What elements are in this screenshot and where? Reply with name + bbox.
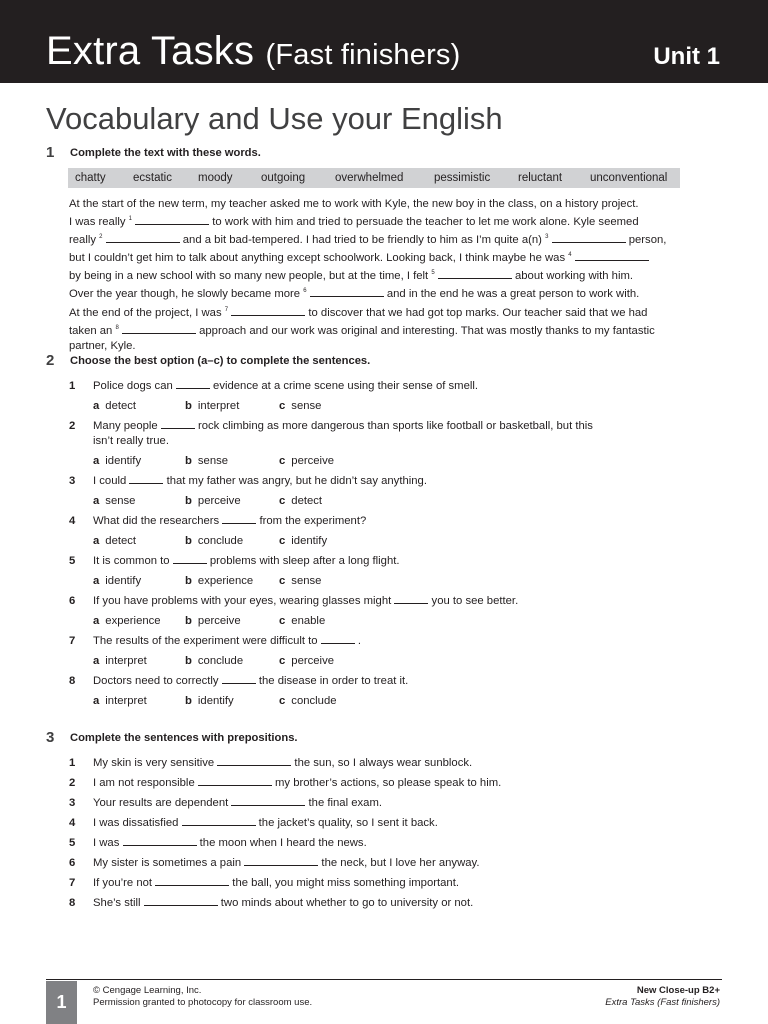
copyright-text: © Cengage Learning, Inc. (93, 985, 202, 996)
question-number: 8 (69, 675, 76, 687)
option-c[interactable] (279, 654, 334, 668)
text-segment: I was dissatisfied (93, 817, 182, 829)
option-a[interactable] (93, 534, 136, 548)
text-line (69, 197, 719, 212)
option-letter: c (279, 695, 286, 707)
gap-number: 3 (545, 234, 549, 241)
text-segment: to discover that we had got top marks. Our teacher said that we had (305, 306, 648, 319)
word-item: moody (198, 172, 233, 184)
option-text: perceive (197, 615, 241, 627)
exercise-3-instruction: Complete the sentences with prepositions. (70, 732, 298, 744)
option-text: identify (197, 695, 234, 707)
option-letter: c (279, 615, 286, 627)
option-text: detect (105, 535, 137, 547)
text-segment: I was really (69, 216, 129, 229)
question-text (93, 856, 479, 871)
question-text (93, 474, 427, 489)
question-text (93, 514, 366, 529)
option-a[interactable] (93, 399, 136, 413)
option-a[interactable] (93, 654, 147, 668)
option-letter: b (185, 400, 192, 412)
text-segment: partner, Kyle. (69, 339, 136, 352)
text-line (69, 212, 719, 230)
text-segment: person, (625, 234, 667, 247)
text-segment: the jacket’s quality, so I sent it back. (255, 817, 438, 829)
option-letter: c (279, 495, 286, 507)
option-text: experience (105, 615, 161, 627)
answer-gap[interactable] (122, 324, 196, 334)
section-title: Vocabulary and Use your English (46, 101, 503, 136)
option-text: sense (291, 400, 322, 412)
option-letter: a (93, 655, 100, 667)
text-segment: Many people (93, 420, 161, 432)
word-item: overwhelmed (335, 172, 404, 184)
answer-gap[interactable] (182, 816, 256, 826)
text-line (69, 303, 719, 321)
text-line (69, 339, 719, 354)
book-subtitle: Extra Tasks (Fast finishers) (605, 997, 720, 1008)
book-title: New Close-up B2+ (636, 985, 720, 996)
option-letter: a (93, 400, 100, 412)
answer-gap[interactable] (123, 836, 197, 846)
option-text: experience (197, 575, 254, 587)
page-number: 1 (46, 981, 77, 1024)
option-letter: b (185, 575, 192, 587)
text-segment: that my father was angry, but he didn’t say anything. (163, 475, 427, 487)
option-letter: b (185, 535, 192, 547)
option-letter: a (93, 575, 100, 587)
text-segment: I was (93, 837, 123, 849)
question-number: 3 (69, 475, 76, 487)
option-text: sense (197, 455, 229, 467)
option-text: identify (291, 535, 328, 547)
gap-number: 4 (568, 252, 572, 259)
answer-gap[interactable] (438, 269, 512, 279)
text-segment: My skin is very sensitive (93, 757, 218, 769)
text-segment: the ball, you might miss something important. (229, 877, 459, 889)
question-text (93, 756, 472, 771)
answer-gap[interactable] (310, 287, 384, 297)
option-letter: c (279, 400, 286, 412)
option-letter: b (185, 695, 192, 707)
answer-gap[interactable] (231, 306, 305, 316)
text-segment: My sister is sometimes a pain (93, 857, 245, 869)
option-text: interpret (197, 400, 240, 412)
text-segment: Doctors need to correctly (93, 675, 222, 687)
option-b[interactable] (185, 494, 241, 508)
text-line (69, 284, 719, 302)
answer-gap[interactable] (129, 474, 163, 484)
footer-left (93, 985, 312, 1009)
word-box (68, 168, 680, 188)
answer-gap[interactable] (106, 233, 180, 243)
option-c[interactable] (279, 399, 321, 413)
answer-gap[interactable] (321, 634, 355, 644)
text-segment: to work with him and tried to persuade the teacher to let me work alone. Kyle seemed (209, 216, 639, 229)
text-segment: taken an (69, 324, 116, 337)
exercise-3-number: 3 (46, 729, 55, 746)
question-text (93, 796, 382, 811)
option-letter: b (185, 495, 192, 507)
option-c[interactable] (279, 574, 321, 588)
option-text: conclude (197, 535, 244, 547)
option-letter: a (93, 695, 100, 707)
option-c[interactable] (279, 614, 325, 628)
option-a[interactable] (93, 614, 161, 628)
text-segment: She’s still (93, 897, 144, 909)
option-a[interactable] (93, 494, 135, 508)
option-a[interactable] (93, 454, 141, 468)
answer-gap[interactable] (155, 876, 229, 886)
option-letter: a (93, 615, 100, 627)
option-a[interactable] (93, 694, 147, 708)
text-segment: two minds about whether to go to university or not. (217, 897, 474, 909)
option-b[interactable] (185, 399, 239, 413)
exercise-1-text (69, 197, 719, 354)
question-text (93, 876, 459, 891)
word-item: chatty (75, 172, 106, 184)
question-text (93, 419, 593, 434)
text-segment: At the end of the project, I was (69, 306, 225, 319)
option-c[interactable] (279, 534, 327, 548)
page-title (46, 28, 461, 78)
text-segment: The results of the experiment were difficult to (93, 635, 321, 647)
title-main: Extra Tasks (46, 29, 255, 73)
text-line (69, 248, 719, 266)
answer-gap[interactable] (198, 776, 272, 786)
option-letter: c (279, 655, 286, 667)
option-b[interactable] (185, 694, 234, 708)
option-a[interactable] (93, 574, 141, 588)
text-segment: about working with him. (511, 270, 634, 283)
text-segment: and in the end he was a great person to work with. (383, 288, 640, 301)
text-segment: It is common to (93, 555, 173, 567)
question-number: 3 (69, 797, 76, 809)
question-number: 7 (69, 635, 76, 647)
question-number: 4 (69, 515, 76, 527)
option-c[interactable] (279, 454, 334, 468)
exercise-2-number: 2 (46, 352, 55, 369)
text-segment: If you’re not (93, 877, 156, 889)
word-item: ecstatic (133, 172, 172, 184)
option-letter: a (93, 535, 100, 547)
question-number: 2 (69, 777, 76, 789)
question-number: 2 (69, 420, 76, 432)
answer-gap[interactable] (144, 896, 218, 906)
gap-number: 8 (115, 324, 119, 331)
option-letter: a (93, 455, 100, 467)
text-segment: rock climbing as more dangerous than sports like football or basketball, but this (194, 420, 593, 432)
word-item: reluctant (518, 172, 563, 184)
option-text: detect (291, 495, 323, 507)
text-segment: What did the researchers (93, 515, 223, 527)
text-segment: isn’t really true. (93, 435, 169, 447)
question-number: 1 (69, 757, 76, 769)
answer-gap[interactable] (222, 514, 256, 524)
question-text (93, 554, 400, 569)
option-text: interpret (105, 695, 147, 707)
footer-right (605, 985, 720, 1009)
option-text: identify (105, 455, 142, 467)
footer-divider (46, 979, 722, 980)
text-segment: I am not responsible (93, 777, 198, 789)
answer-gap[interactable] (173, 554, 207, 564)
word-item: outgoing (261, 172, 306, 184)
answer-gap[interactable] (231, 796, 305, 806)
option-text: perceive (197, 495, 241, 507)
option-letter: c (279, 575, 286, 587)
answer-gap[interactable] (161, 419, 195, 429)
question-text (93, 816, 438, 831)
text-segment: Police dogs can (93, 380, 176, 392)
option-text: enable (291, 615, 326, 627)
text-segment: the moon when I heard the news. (196, 837, 367, 849)
text-segment: If you have problems with your eyes, wearing glasses might (93, 595, 395, 607)
option-c[interactable] (279, 694, 337, 708)
text-segment: problems with sleep after a long flight. (206, 555, 400, 567)
option-letter: b (185, 655, 192, 667)
text-line (69, 230, 719, 248)
option-c[interactable] (279, 494, 322, 508)
permission-text: Permission granted to photocopy for classroom use. (93, 997, 313, 1008)
unit-label: Unit 1 (653, 43, 720, 70)
question-number: 5 (69, 555, 76, 567)
word-item: unconventional (590, 172, 668, 184)
title-sub: (Fast finishers) (265, 39, 461, 71)
answer-gap[interactable] (217, 756, 291, 766)
question-number: 6 (69, 857, 76, 869)
text-segment: by being in a new school with so many new people, but at the time, I felt (69, 270, 432, 283)
text-line (69, 321, 719, 339)
gap-number: 5 (431, 270, 435, 277)
text-segment: the disease in order to treat it. (255, 675, 409, 687)
question-number: 8 (69, 897, 76, 909)
answer-gap[interactable] (575, 251, 649, 261)
gap-number: 7 (224, 306, 229, 313)
answer-gap[interactable] (394, 594, 428, 604)
text-segment: Over the year though, he slowly became more (69, 288, 304, 301)
option-text: perceive (291, 655, 334, 667)
text-segment: and a bit bad-tempered. I had tried to be friendly to him as I’m quite a(n) (179, 234, 546, 247)
page-header (0, 0, 768, 83)
answer-gap[interactable] (135, 215, 209, 225)
text-segment: but I couldn’t get him to talk about anything except schoolwork. Looking back, I think maybe he was (69, 252, 569, 265)
question-number: 6 (69, 595, 76, 607)
option-letter: c (279, 535, 286, 547)
question-text (93, 674, 408, 689)
option-text: conclude (197, 655, 244, 667)
text-segment: the final exam. (305, 797, 382, 809)
answer-gap[interactable] (552, 233, 626, 243)
text-segment: Your results are dependent (93, 797, 232, 809)
question-text (93, 776, 501, 791)
text-segment: really (69, 234, 100, 247)
answer-gap[interactable] (176, 379, 210, 389)
text-segment: . (354, 635, 362, 647)
option-text: sense (291, 575, 322, 587)
text-segment: evidence at a crime scene using their sense of smell. (209, 380, 479, 392)
option-b[interactable] (185, 614, 241, 628)
question-number: 7 (69, 877, 76, 889)
text-segment: the sun, so I always wear sunblock. (291, 757, 473, 769)
text-segment: approach and our work was original and interesting. That was mostly thanks to my fantastic (195, 324, 655, 337)
option-text: sense (105, 495, 136, 507)
exercise-1-number: 1 (46, 144, 55, 161)
question-text (93, 379, 478, 394)
option-letter: b (185, 615, 192, 627)
text-segment: my brother’s actions, so please speak to him. (271, 777, 502, 789)
option-text: interpret (105, 655, 147, 667)
word-item: pessimistic (434, 172, 491, 184)
gap-number: 1 (128, 216, 132, 223)
answer-gap[interactable] (244, 856, 318, 866)
option-text: identify (105, 575, 142, 587)
option-text: perceive (291, 455, 334, 467)
text-segment: the neck, but I love her anyway. (318, 857, 480, 869)
option-letter: a (93, 495, 100, 507)
text-line (69, 266, 719, 284)
exercise-2-instruction: Choose the best option (a–c) to complete the sentences. (70, 355, 371, 367)
option-letter: c (279, 455, 286, 467)
gap-number: 2 (99, 234, 103, 241)
question-text (93, 896, 473, 911)
option-b[interactable] (185, 454, 228, 468)
exercise-1-instruction: Complete the text with these words. (70, 147, 261, 159)
answer-gap[interactable] (222, 674, 256, 684)
option-b[interactable] (185, 574, 253, 588)
question-number: 5 (69, 837, 76, 849)
option-b[interactable] (185, 534, 243, 548)
option-text: conclude (291, 695, 337, 707)
question-number: 4 (69, 817, 76, 829)
question-text (93, 634, 361, 649)
text-segment: I could (93, 475, 130, 487)
text-segment: At the start of the new term, my teacher asked me to work with Kyle, the new boy in the class, on a history project. (69, 198, 639, 210)
text-segment: from the experiment? (256, 515, 367, 527)
question-number: 1 (69, 380, 76, 392)
text-segment: you to see better. (428, 595, 519, 607)
option-text: detect (105, 400, 137, 412)
option-letter: b (185, 455, 192, 467)
gap-number: 6 (303, 288, 307, 295)
question-text (93, 836, 367, 851)
option-b[interactable] (185, 654, 243, 668)
question-text (93, 594, 518, 609)
